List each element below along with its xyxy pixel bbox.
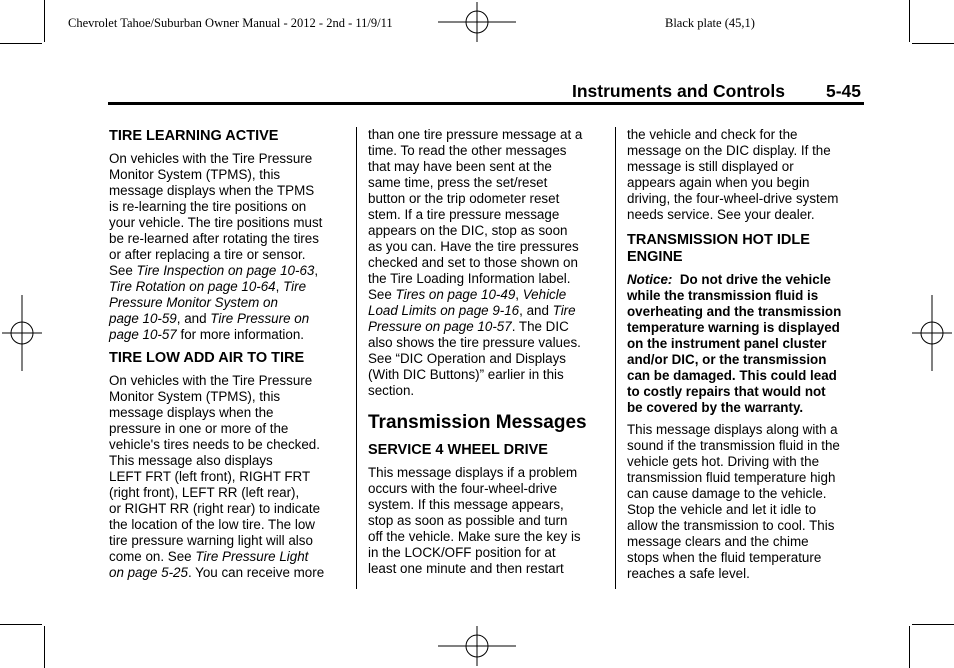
xref-link[interactable]: Tires on page 10-49 (395, 287, 516, 302)
column-3 (627, 127, 863, 582)
header-rule (108, 102, 864, 105)
paragraph-tire-low-add-air: On vehicles with the Tire Pressure Monitor System (TPMS), this message displays when the pressure in one or more of the vehicle's tires needs to be checked. This message also displays LEFT FRT (left front), RIGHT FRT (right front), LEFT RR (left rear), or RIGHT RR (right rear) to indicate the location of the low tire. The low tire pressure warning light will also come on. See Tire Pressure Light on page 5-25. You can receive more (109, 373, 325, 580)
heading-tire-low-add-air: TIRE LOW ADD AIR TO TIRE (109, 350, 305, 366)
registration-mark-bottom (438, 626, 516, 666)
crop-mark (912, 43, 954, 44)
paragraph-service-4wd-continued: the vehicle and check for the message on the DIC display. If the message is still displayed or appears again when you begin driving, the four-wheel-drive system needs service. See your dealer. (627, 127, 839, 222)
paragraph-tire-continued: than one tire pressure message at a time. To read the other messages that may have been sent at the same time, press the set/reset button or the trip odometer reset stem. If a tire pressure message appears on the DIC, stop as soon as you can. Have the tire pressures checked and set to those shown on the Tire Loading Information label. See Tires on page 10-49, Vehicle Load Limits on page 9-16, and Tire Pressure on page 10-57. The DIC also shows the tire pressure values. See “DIC Operation and Displays (With DIC Buttons)” earlier in this section. (368, 127, 583, 398)
crop-mark (0, 624, 42, 625)
xref-link[interactable]: page 10-57 (109, 327, 177, 342)
crop-mark (909, 626, 910, 668)
column-divider (356, 127, 357, 589)
xref-link[interactable]: Pressure on page 10-57 (368, 319, 512, 334)
xref-link[interactable]: Tire Pressure Light (195, 549, 309, 564)
crop-mark (909, 0, 910, 42)
heading-tire-learning-active: TIRE LEARNING ACTIVE (109, 128, 279, 144)
xref-link[interactable]: Tire Rotation on page 10-64 (109, 279, 276, 294)
section-title: Transmission Messages (368, 412, 587, 433)
crop-mark (44, 0, 45, 42)
xref-link[interactable]: Pressure Monitor System on (109, 295, 278, 310)
registration-mark-right (912, 295, 952, 371)
xref-link[interactable]: Tire (552, 303, 576, 318)
xref-link[interactable]: Tire Inspection on page 10-63 (136, 263, 315, 278)
xref-link[interactable]: Tire (283, 279, 307, 294)
print-header-left: Chevrolet Tahoe/Suburban Owner Manual - 2012 - 2nd - 11/9/11 (68, 16, 393, 30)
xref-link[interactable]: Load Limits on page 9-16 (368, 303, 520, 318)
crop-mark (0, 43, 42, 44)
notice-block: Notice: Do not drive the vehicle while the transmission fluid is overheating and the transmission temperature warning is displayed on the instrument panel cluster and/or DIC, or the transmission can be damaged. This could lead to costly repairs that would not be covered by the warranty. (627, 272, 842, 415)
paragraph-tire-learning-active: On vehicles with the Tire Pressure Monitor System (TPMS), this message displays when the TPMS is re-learning the tire positions on your vehicle. The tire positions must be re-learned after rotating the tires or after replacing a tire or sensor. See Tire Inspection on page 10-63, Tire Rotation on page 10-64, Tire Pressure Monitor System on page 10-59, and Tire Pressure on page 10-57 for more information. (109, 151, 349, 343)
chapter-title: Instruments and Controls (572, 81, 785, 101)
xref-link[interactable]: Vehicle (522, 287, 567, 302)
registration-mark-left (2, 295, 42, 371)
print-header-right: Black plate (45,1) (665, 16, 755, 30)
xref-link[interactable]: Tire Pressure on (210, 311, 310, 326)
paragraph-service-4wd: This message displays if a problem occurs with the four-wheel-drive system. If this message appears, stop as soon as possible and turn off the vehicle. Make sure the key is in the LOCK/OFF position for at least one minute and then restart (368, 465, 581, 576)
column-divider (615, 127, 616, 589)
paragraph-transmission-hot: This message displays along with a sound if the transmission fluid in the vehicle gets hot. Driving with the transmission fluid temperature high can cause damage to the vehicle. Stop the vehicle and let it idle to allow the transmission to cool. This message clears and the chime stops when the fluid temperature reaches a safe level. (627, 422, 840, 581)
column-2 (368, 127, 608, 577)
heading-service-4wd: SERVICE 4 WHEEL DRIVE (368, 442, 548, 458)
crop-mark (912, 624, 954, 625)
crop-mark (44, 626, 45, 668)
page-number: 5-45 (826, 81, 862, 101)
xref-link[interactable]: page 10-59 (109, 311, 177, 326)
column-1 (109, 127, 349, 581)
registration-mark-top (438, 2, 516, 42)
xref-link[interactable]: on page 5-25 (109, 565, 188, 580)
notice-label: Notice: (627, 272, 673, 287)
heading-transmission-hot: TRANSMISSION HOT IDLE ENGINE (627, 232, 810, 265)
